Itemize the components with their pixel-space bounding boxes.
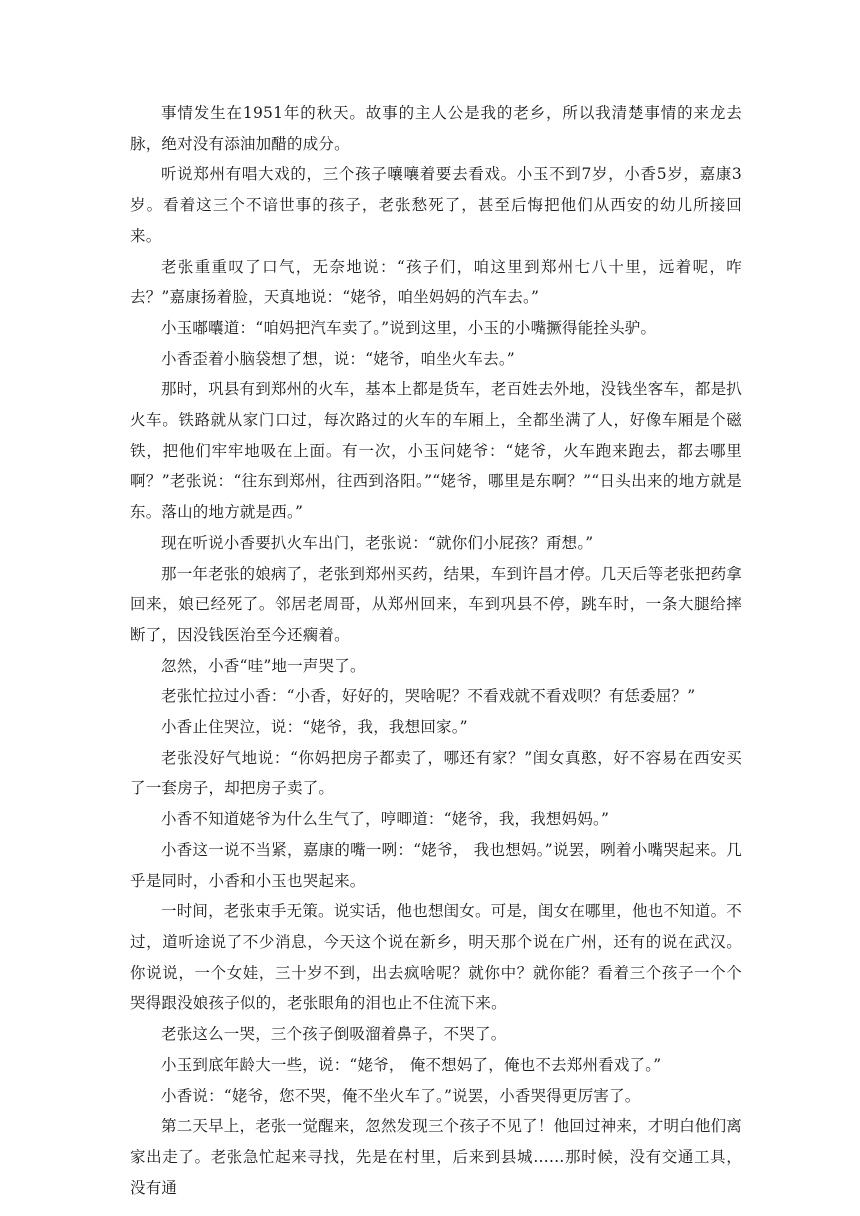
paragraph-4: 小玉嘟囔道：“咱妈把汽车卖了。”说到这里，小玉的小嘴撅得能拴头驴。 xyxy=(161,318,657,337)
paragraph-16: 老张这么一哭，三个孩子倒吸溜着鼻子，不哭了。 xyxy=(161,1025,507,1044)
paragraph-10: 老张忙拉过小香：“小香，好好的，哭啥呢？不看戏就不看戏呗？有恁委屈？” xyxy=(161,687,696,706)
paragraph-2: 听说郑州有唱大戏的，三个孩子嚷嚷着要去看戏。小玉不到7岁，小香5岁，嘉康3岁。看着这三个不谙世事的孩子，老张愁死了，甚至后悔把他们从西安的幼儿所接回来。 xyxy=(130,165,742,245)
paragraph-7: 现在听说小香要扒火车出门，老张说：“就你们小屁孩？甭想。” xyxy=(161,533,594,552)
paragraph-3: 老张重重叹了口气，无奈地说：“孩子们，咱这里到郑州七八十里，远着呢，咋去？”嘉康扬着脸，天真地说：“姥爷，咱坐妈妈的汽车去。” xyxy=(130,257,742,307)
paragraph-1: 事情发生在1951年的秋天。故事的主人公是我的老乡，所以我清楚事情的来龙去脉，绝对没有添油加醋的成分。 xyxy=(130,104,742,153)
paragraph-9: 忽然，小香“哇”地一声哭了。 xyxy=(161,656,366,675)
paragraph-8: 那一年老张的娘病了，老张到郑州买药，结果，车到许昌才停。几天后等老张把药拿回来，娘已经死了。邻居老周哥，从郑州回来，车到巩县不停，跳车时，一条大腿给摔断了，因没钱医治至今还瘸着。 xyxy=(130,564,742,644)
paragraph-13: 小香不知道姥爷为什么生气了，哼唧道：“姥爷，我，我想妈妈。” xyxy=(161,810,610,829)
paragraph-18: 小香说：“姥爷，您不哭，俺不坐火车了。”说罢，小香哭得更厉害了。 xyxy=(161,1086,641,1105)
paragraph-6: 那时，巩县有到郑州的火车，基本上都是货车，老百姓去外地，没钱坐客车，都是扒火车。铁路就从家门口过，每次路过的火车的车厢上，全都坐满了人，好像车厢是个磁铁，把他们牢牢地吸在上面。有一次，小玉问姥爷：“姥爷，火车跑来跑去，都去哪里啊？”老张说：“往东到郑州，往西到洛阳。”“姥爷，哪里是东啊？”“日头出来的地方就是东。落山的地方就是西。” xyxy=(130,380,742,522)
paragraph-19: 第二天早上，老张一觉醒来，忽然发现三个孩子不见了！他回过神来，才明白他们离家出走了。老张急忙起来寻找，先是在村里，后来到县城……那时候，没有交通工具，没有通 xyxy=(130,1117,742,1197)
paragraph-15: 一时间，老张束手无策。说实话，他也想闺女。可是，闺女在哪里，他也不知道。不过，道听途说了不少消息，今天这个说在新乡，明天那个说在广州，还有的说在武汉。你说说，一个女娃，三十岁不到，出去疯啥呢？就你中？就你能？看着三个孩子一个个哭得跟没娘孩子似的，老张眼角的泪也止不住流下来。 xyxy=(130,902,742,1013)
paragraph-14: 小香这一说不当紧，嘉康的嘴一咧：“姥爷， 我也想妈。”说罢，咧着小嘴哭起来。几乎是同时，小香和小玉也哭起来。 xyxy=(130,840,742,890)
story-body xyxy=(130,98,742,1203)
paragraph-5: 小香歪着小脑袋想了想，说：“姥爷，咱坐火车去。” xyxy=(161,349,515,368)
paragraph-12: 老张没好气地说：“你妈把房子都卖了，哪还有家？”闺女真憨，好不容易在西安买了一套房子，却把房子卖了。 xyxy=(130,748,742,798)
paragraph-11: 小香止住哭泣，说：“姥爷，我，我想回家。” xyxy=(161,718,468,737)
paragraph-17: 小玉到底年龄大一些，说：“姥爷， 俺不想妈了，俺也不去郑州看戏了。” xyxy=(161,1055,662,1074)
